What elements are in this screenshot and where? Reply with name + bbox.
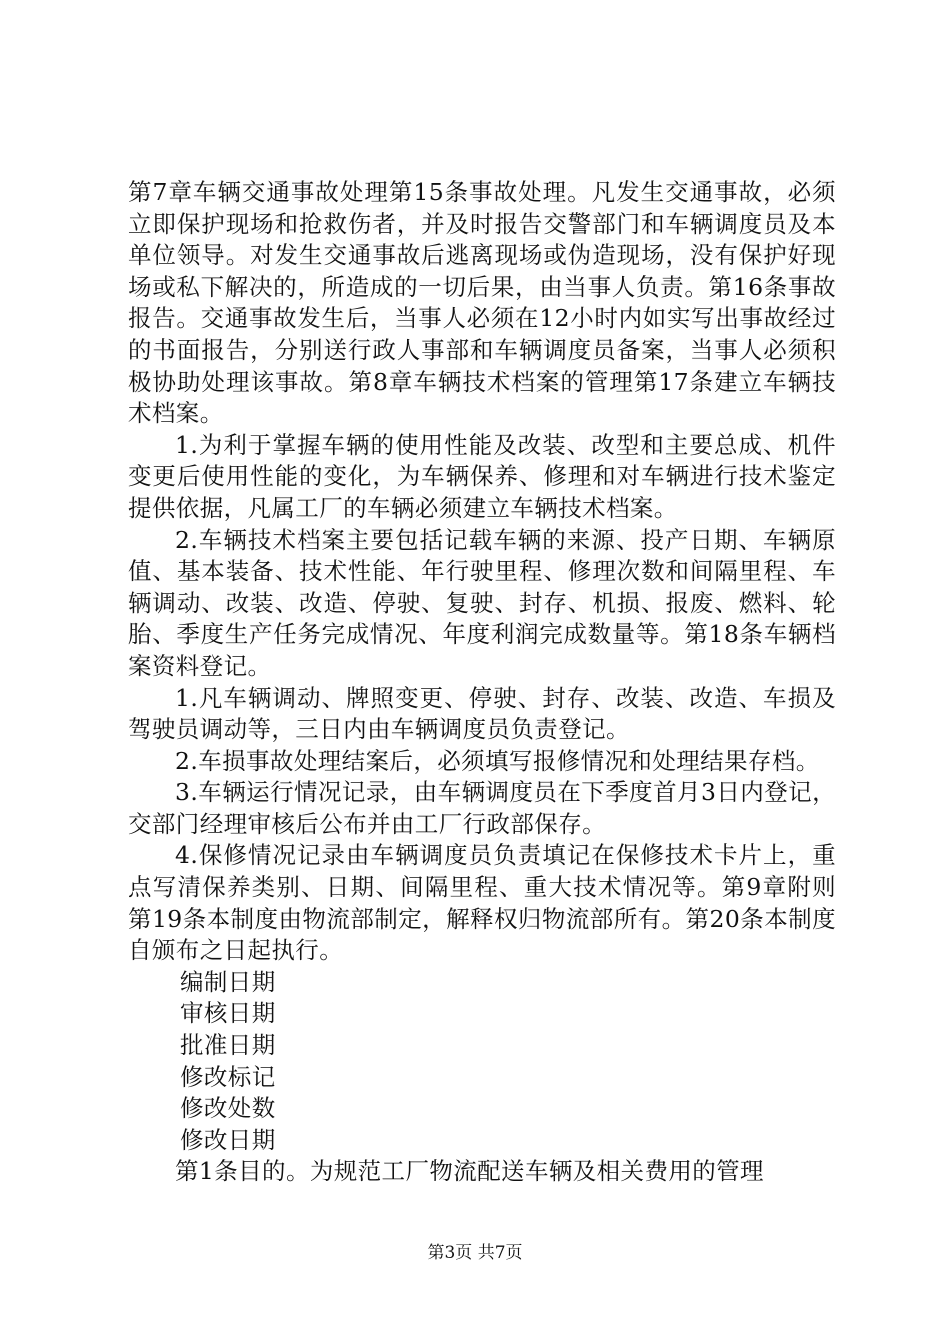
- paragraph-item-1-archive-purpose: 1.为利于掌握车辆的使用性能及改装、改型和主要总成、机件变更后使用性能的变化，为车辆保养、修理和对车辆进行技术鉴定提供依据，凡属工厂的车辆必须建立车辆技术档案。: [128, 430, 836, 522]
- page-footer: [0, 1242, 950, 1264]
- paragraph-item-2-damage-filing: 2.车损事故处理结案后，必须填写报修情况和处理结果存档。: [175, 746, 820, 775]
- paragraph-item-1-registration: 1.凡车辆调动、牌照变更、停驶、封存、改装、改造、车损及驾驶员调动等，三日内由车辆调度员负责登记。: [128, 683, 836, 744]
- paragraph-item-2-archive-contents: 2.车辆技术档案主要包括记载车辆的来源、投产日期、车辆原值、基本装备、技术性能、年行驶里程、修理次数和间隔里程、车辆调动、改装、改造、停驶、复驶、封存、机损、报废、燃料、轮胎、季度生产任务完成情况、年度利润完成数量等。第18条车辆档案资料登记。: [128, 525, 836, 680]
- paragraph-item-4-maintenance-record: 4.保修情况记录由车辆调度员负责填记在保修技术卡片上，重点写清保养类别、日期、间隔里程、重大技术情况等。第9章附则第19条本制度由物流部制定，解释权归物流部所有。第20条本制度自颁布之日起执行。: [128, 841, 836, 965]
- form-line-revision-mark: 修改标记: [180, 1062, 276, 1091]
- page-number-label: 第3页 共7页: [427, 1243, 523, 1263]
- document-body: [128, 177, 836, 1188]
- form-line-revision-date: 修改日期: [180, 1125, 276, 1154]
- form-line-review-date: 审核日期: [180, 999, 276, 1028]
- form-line-approve-date: 批准日期: [180, 1031, 276, 1060]
- paragraph-article-1-purpose: 第1条目的。为规范工厂物流配送车辆及相关费用的管理: [175, 1157, 764, 1186]
- form-line-compile-date: 编制日期: [180, 967, 276, 996]
- form-line-revision-count: 修改处数: [180, 1094, 276, 1123]
- paragraph-accident-handling: 第7章车辆交通事故处理第15条事故处理。凡发生交通事故，必须立即保护现场和抢救伤者，并及时报告交警部门和车辆调度员及本单位领导。对发生交通事故后逃离现场或伪造现场，没有保护好现场或私下解决的，所造成的一切后果，由当事人负责。第16条事故报告。交通事故发生后，当事人必须在12小时内如实写出事故经过的书面报告，分别送行政人事部和车辆调度员备案，当事人必须积极协助处理该事故。第8章车辆技术档案的管理第17条建立车辆技术档案。: [128, 178, 836, 428]
- paragraph-item-3-operation-record: 3.车辆运行情况记录，由车辆调度员在下季度首月3日内登记，交部门经理审核后公布并由工厂行政部保存。: [128, 778, 836, 838]
